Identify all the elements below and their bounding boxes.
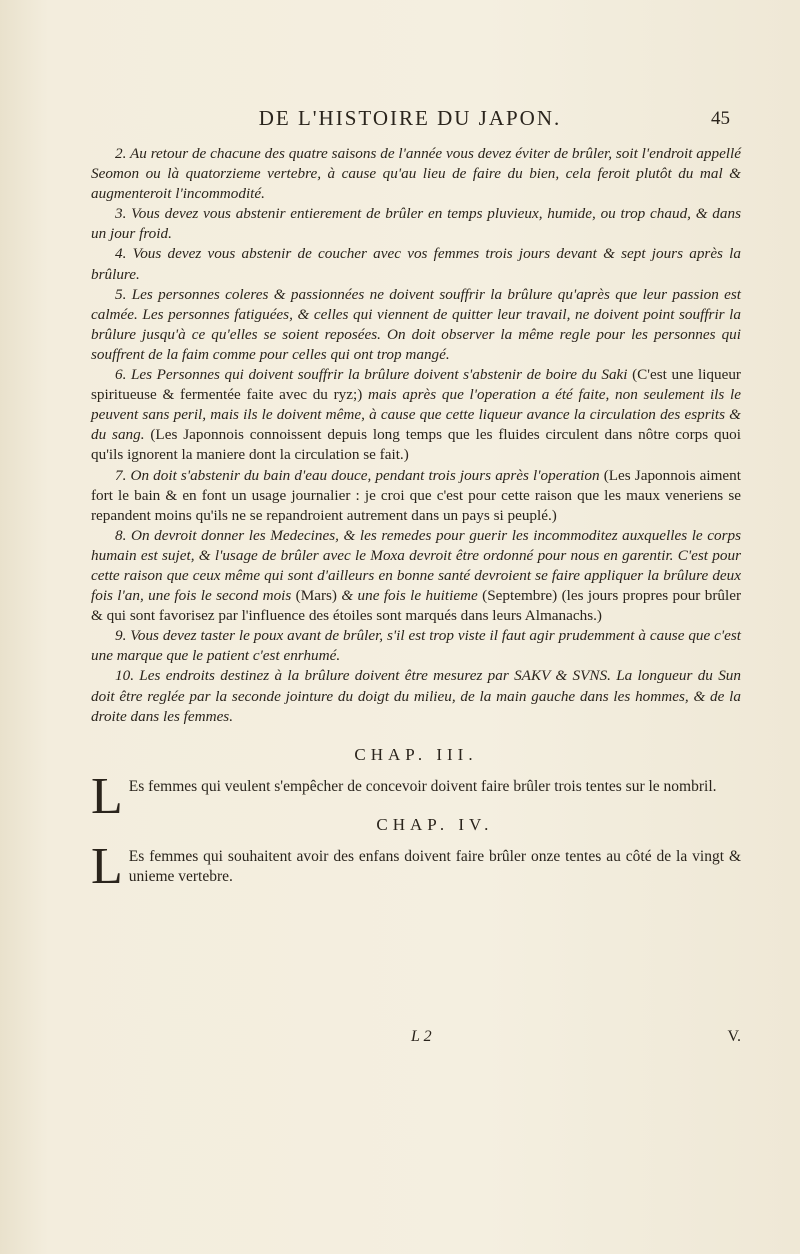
signature-mark: L 2 xyxy=(411,1028,432,1045)
roman-text: (Les Japonnois aiment fort le bain & en font un usage journalier : je croi que c'est pour cette raison que les maux veneriens se repandent moins qu'ils ne se repandroient autrement dans un pays si peuplé.) xyxy=(91,466,741,524)
page-header xyxy=(90,106,730,134)
chapter-text xyxy=(91,837,741,895)
italic-text: 7. On doit s'abstenir du bain d'eau douce, pendant trois jours après l'operation xyxy=(115,466,600,484)
roman-text: (Mars) xyxy=(291,587,342,605)
italic-text: mais après que l'operation a été faite, non seulement ils le peuvent sans peril, mais ils le doivent même, à cause que cette liqueur avance la circulation des esprits & du sang. xyxy=(91,386,741,444)
article-paragraph xyxy=(91,285,741,365)
italic-text: 9. Vous devez taster le poux avant de brûler, s'il est trop viste il faut agir prudemment à cause que c'est une marque que le patient c'est enrhumé. xyxy=(91,627,741,665)
drop-cap: L xyxy=(91,837,123,895)
italic-text: 6. Les Personnes qui doivent souffrir la brûlure doivent s'abstenir de boire du Saki xyxy=(115,366,628,384)
running-title: DE L'HISTOIRE DU JAPON. xyxy=(258,106,562,130)
roman-text: (Septembre) (les jours propres pour brûler & qui sont favorisez par l'influence des étoiles sont marqués dans leurs Almanachs.) xyxy=(91,587,741,625)
article-paragraph xyxy=(91,466,741,526)
roman-text: (Les Japonnois connoissent depuis long temps que les fluides circulent dans nôtre corps quoi qu'ils ignorent la maniere dont la circulation se fait.) xyxy=(91,426,741,464)
italic-text: 2. Au retour de chacune des quatre saisons de l'année vous devez éviter de brûler, soit l'endroit appellé Seomon ou là quatorzieme vertebre, à cause qu'au lieu de faire du bien, cela feroit plutôt du mal & augmenteroit l'incommodité. xyxy=(91,145,741,203)
article-paragraph xyxy=(91,204,741,244)
article-paragraph xyxy=(91,526,741,626)
article-paragraph xyxy=(91,626,741,666)
article-paragraph xyxy=(91,244,741,284)
page-number: 45 xyxy=(711,108,730,129)
chapter-body: Es femmes qui veulent s'empêcher de concevoir doivent faire brûler trois tentes sur le nombril. xyxy=(128,777,717,795)
article-paragraph xyxy=(91,666,741,726)
article-list xyxy=(91,144,741,727)
catchword: V. xyxy=(727,1028,741,1045)
italic-text: & une fois le huitieme xyxy=(341,587,478,605)
chapter-body: Es femmes qui souhaitent avoir des enfans doivent faire brûler onze tentes au côté de la vingt & unieme vertebre. xyxy=(128,847,741,885)
page-body xyxy=(91,144,741,895)
italic-text: 4. Vous devez vous abstenir de coucher avec vos femmes trois jours devant & sept jours après la brûlure. xyxy=(91,245,741,283)
chapter-4 xyxy=(91,814,741,895)
chapter-heading: CHAP. IV. xyxy=(376,814,494,834)
italic-text: 5. Les personnes coleres & passionnées ne doivent souffrir la brûlure qu'après que leur passion est calmée. Les personnes fatiguées, & celles qui viennent de quitter leur travail, ne doivent point souffrir la brûlure jusqu'à ce qu'elles se soient reposées. On doit observer la même regle pour les personnes qui souffrent de la faim comme pour celles qui ont trop mangé. xyxy=(91,285,741,363)
article-paragraph xyxy=(91,144,741,204)
italic-text: 3. Vous devez vous abstenir entierement de brûler en temps pluvieux, humide, ou trop chaud, & dans un jour froid. xyxy=(91,205,741,243)
page-footer xyxy=(91,1028,741,1052)
italic-text: 10. Les endroits destinez à la brûlure doivent être mesurez par SAKV & SVNS. La longueur du Sun doit être reglée par la seconde jointure du doigt du milieu, de la main gauche dans les hommes, & de la droite dans les femmes. xyxy=(91,667,741,725)
drop-cap: L xyxy=(91,767,123,825)
chapter-heading: CHAP. III. xyxy=(354,744,478,764)
article-paragraph xyxy=(91,365,741,465)
roman-text: (C'est une liqueur spiritueuse & fermentée faite avec du ryz;) xyxy=(91,366,741,404)
italic-text: 8. On devroit donner les Medecines, & les remedes pour guerir les incommoditez auxquelles le corps humain est sujet, & l'usage de brûler avec le Moxa devroit être ordonné pour nous en garentir. C'est pour cette raison que ceux même qui sont d'ailleurs en bonne santé devroient se faire appliquer la brûlure deux fois l'an, une fois le second mois xyxy=(91,526,741,605)
